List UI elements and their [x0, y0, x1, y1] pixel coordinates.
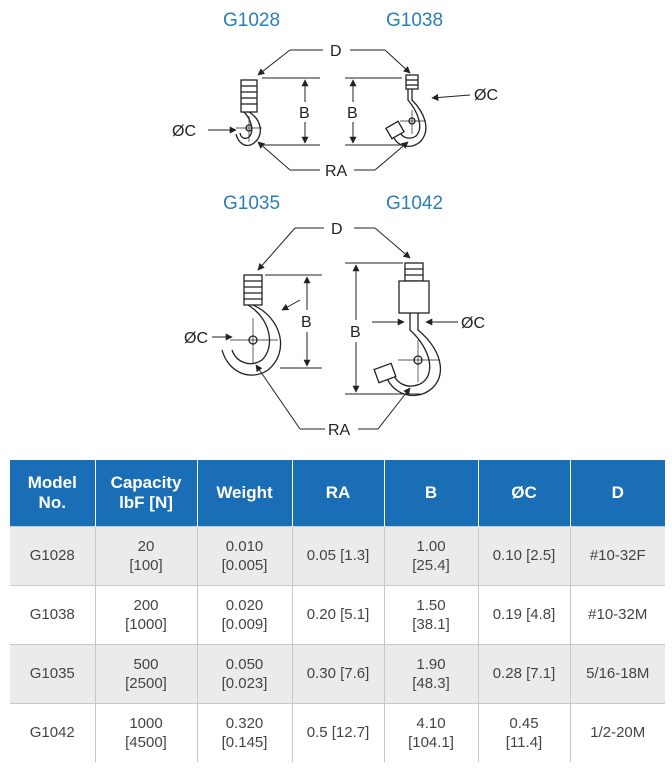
cell-capacity: 1000 [4500] — [95, 704, 197, 763]
dimension-b-top — [262, 78, 402, 145]
model-label-g1028: G1028 — [223, 10, 281, 31]
cell-b: 1.50 [38.1] — [384, 586, 478, 645]
hook-g1038-figure — [386, 75, 426, 146]
table-row — [10, 527, 665, 586]
table-row — [10, 704, 665, 763]
cell-ra: 0.05 [1.3] — [292, 527, 384, 586]
cell-model: G1035 — [10, 645, 95, 704]
header-capacity: Capacity lbF [N] — [95, 460, 197, 527]
cell-weight: 0.020 [0.009] — [197, 586, 292, 645]
model-label-g1042: G1042 — [386, 193, 444, 214]
cell-capacity: 20 [100] — [95, 527, 197, 586]
dimension-ra-label-bottom: RA — [328, 422, 351, 439]
cell-c: 0.45 [11.4] — [478, 704, 570, 763]
model-label-g1038: G1038 — [386, 10, 444, 31]
dimension-c-label-left-top: ØC — [172, 123, 196, 140]
cell-ra: 0.30 [7.6] — [292, 645, 384, 704]
cell-weight: 0.050 [0.023] — [197, 645, 292, 704]
header-b: B — [384, 460, 478, 527]
header-weight: Weight — [197, 460, 292, 527]
cell-b: 1.00 [25.4] — [384, 527, 478, 586]
dimension-d-label-top: D — [330, 43, 342, 60]
cell-b: 1.90 [48.3] — [384, 645, 478, 704]
dimension-b-bottom — [265, 263, 420, 394]
dimension-b-label-left-bottom: B — [301, 314, 312, 331]
header-d: D — [570, 460, 665, 527]
cell-d: 1/2-20M — [570, 704, 665, 763]
dimension-b-label-right-top: B — [347, 105, 358, 122]
hook-g1042-figure — [374, 263, 440, 395]
dimension-c-label-left-bottom: ØC — [184, 330, 208, 347]
cell-ra: 0.20 [5.1] — [292, 586, 384, 645]
cell-ra: 0.5 [12.7] — [292, 704, 384, 763]
hook-g1035-figure — [222, 275, 281, 375]
cell-c: 0.10 [2.5] — [478, 527, 570, 586]
header-model: Model No. — [10, 460, 95, 527]
dimension-c-label-right-bottom: ØC — [461, 315, 485, 332]
cell-capacity: 500 [2500] — [95, 645, 197, 704]
table-row — [10, 645, 665, 704]
cell-c: 0.19 [4.8] — [478, 586, 570, 645]
header-c: ØC — [478, 460, 570, 527]
cell-d: #10-32F — [570, 527, 665, 586]
hook-g1028-figure — [236, 80, 262, 145]
spec-table — [10, 460, 665, 762]
dimension-d-label-bottom: D — [331, 221, 343, 238]
cell-b: 4.10 [104.1] — [384, 704, 478, 763]
cell-d: #10-32M — [570, 586, 665, 645]
table-row — [10, 586, 665, 645]
cell-weight: 0.320 [0.145] — [197, 704, 292, 763]
dimension-b-label-right-bottom: B — [350, 324, 361, 341]
cell-weight: 0.010 [0.005] — [197, 527, 292, 586]
dimension-c-label-right-top: ØC — [474, 87, 498, 104]
cell-d: 5/16-18M — [570, 645, 665, 704]
table-header-row — [10, 460, 665, 527]
cell-model: G1042 — [10, 704, 95, 763]
cell-c: 0.28 [7.1] — [478, 645, 570, 704]
cell-capacity: 200 [1000] — [95, 586, 197, 645]
dimension-b-label-left-top: B — [299, 105, 310, 122]
dimension-ra-label-top: RA — [325, 163, 348, 180]
header-ra: RA — [292, 460, 384, 527]
cell-model: G1028 — [10, 527, 95, 586]
model-label-g1035: G1035 — [223, 193, 281, 214]
cell-model: G1038 — [10, 586, 95, 645]
